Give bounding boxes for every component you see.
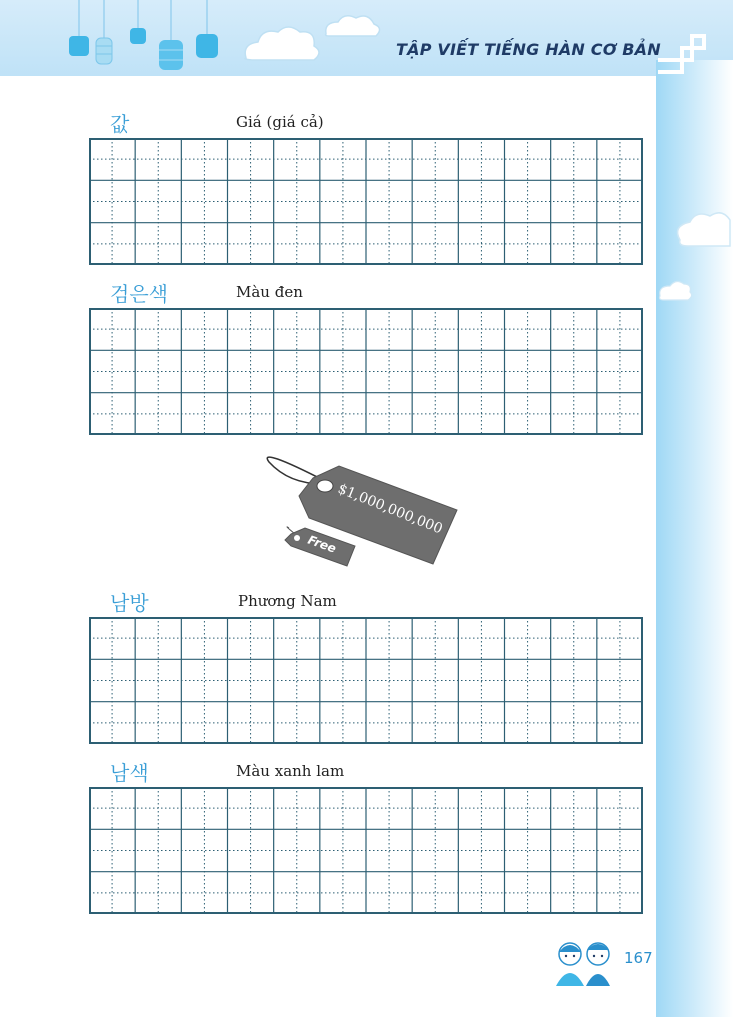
lantern-icon: [196, 0, 218, 58]
book-title: TẬP VIẾT TIẾNG HÀN CƠ BẢN: [396, 40, 661, 59]
lantern-icon: [96, 0, 112, 64]
cloud-icon: [678, 213, 730, 246]
tag-hole: [294, 535, 300, 541]
word-meaning: Phương Nam: [238, 592, 337, 610]
cloud-icon: [326, 16, 380, 36]
writing-grid[interactable]: [89, 138, 643, 265]
children-mascot-icon: [552, 940, 618, 988]
lantern-icon: [69, 0, 89, 56]
lantern-icon: [159, 0, 183, 70]
corner-bracket: [658, 36, 704, 72]
word-meaning: Giá (giá cả): [236, 113, 324, 131]
small-tag-text: Free: [305, 532, 339, 556]
lantern-icon: [130, 0, 146, 44]
writing-grid[interactable]: [89, 617, 643, 744]
word-meaning: Màu đen: [236, 283, 303, 301]
page-number: 167: [624, 949, 653, 967]
korean-word: 값: [110, 112, 130, 136]
writing-grid[interactable]: [89, 787, 643, 914]
price-tag-illustration: [255, 448, 465, 570]
big-tag-price: $1,000,000,000: [335, 480, 445, 538]
tag-hole: [317, 480, 333, 492]
cloud-icon: [245, 27, 319, 60]
korean-word: 남색: [110, 761, 149, 785]
word-meaning: Màu xanh lam: [236, 762, 345, 780]
korean-word: 남방: [110, 591, 149, 615]
cloud-icon: [660, 281, 692, 300]
writing-grid[interactable]: [89, 308, 643, 435]
korean-word: 검은색: [110, 282, 168, 306]
